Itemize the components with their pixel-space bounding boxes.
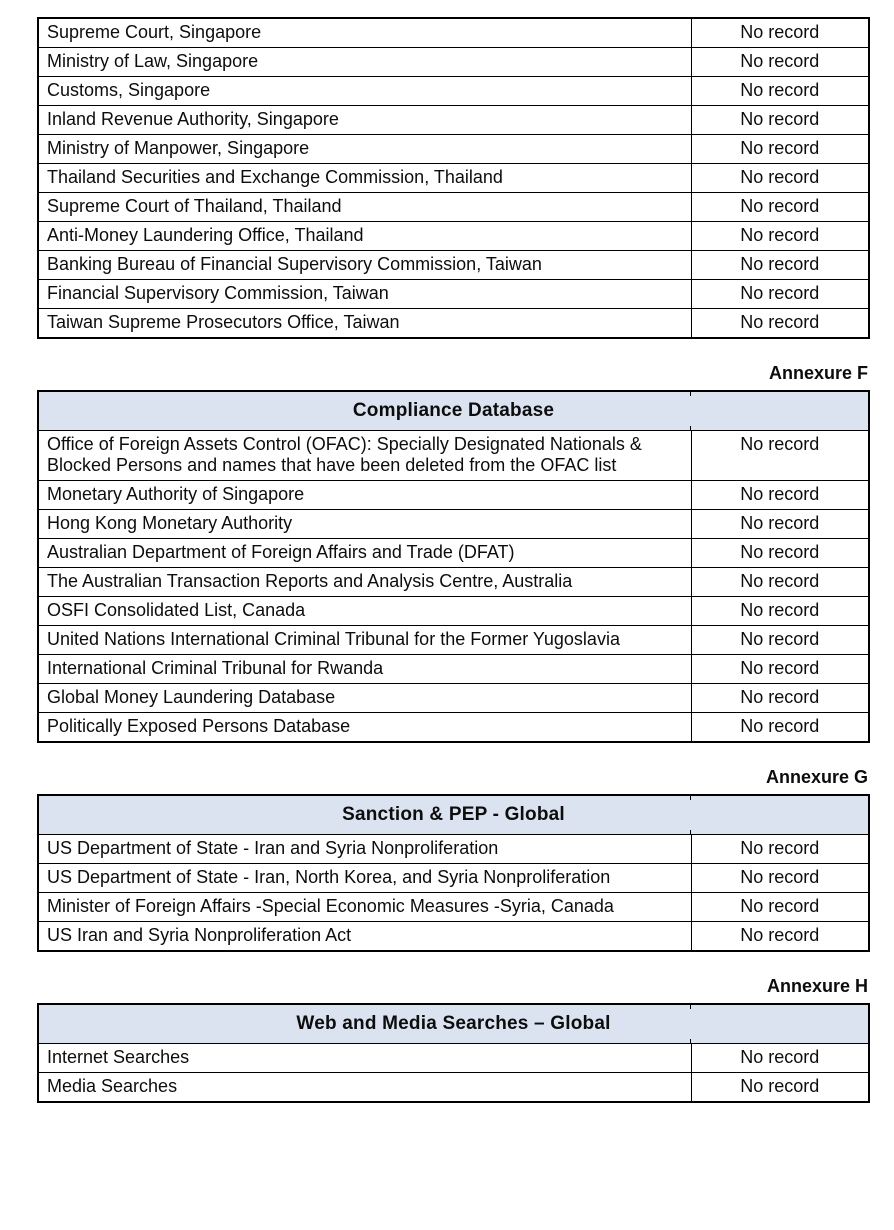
source-name-cell: Inland Revenue Authority, Singapore bbox=[38, 106, 691, 135]
table-row bbox=[38, 222, 869, 251]
table-row bbox=[38, 193, 869, 222]
table-row bbox=[38, 597, 869, 626]
source-name-cell: Global Money Laundering Database bbox=[38, 684, 691, 713]
source-name-cell: Hong Kong Monetary Authority bbox=[38, 510, 691, 539]
table-row bbox=[38, 893, 869, 922]
result-cell: No record bbox=[691, 626, 869, 655]
table-title-row bbox=[38, 391, 869, 431]
source-name-cell: Ministry of Manpower, Singapore bbox=[38, 135, 691, 164]
table-row bbox=[38, 251, 869, 280]
web-media-searches-table bbox=[37, 1003, 870, 1103]
result-cell: No record bbox=[691, 568, 869, 597]
table-row bbox=[38, 1073, 869, 1103]
result-cell: No record bbox=[691, 510, 869, 539]
source-name-cell: Thailand Securities and Exchange Commission, Thailand bbox=[38, 164, 691, 193]
table-title-row bbox=[38, 1004, 869, 1044]
table-row bbox=[38, 864, 869, 893]
source-name-cell: Internet Searches bbox=[38, 1044, 691, 1073]
annexure-label-h: Annexure H bbox=[766, 976, 868, 996]
result-cell: No record bbox=[691, 222, 869, 251]
section-web-media-searches bbox=[37, 976, 868, 1103]
table-row bbox=[38, 626, 869, 655]
table-row bbox=[38, 922, 869, 952]
table-row bbox=[38, 431, 869, 481]
annexure-label-f: Annexure F bbox=[768, 363, 868, 383]
result-cell: No record bbox=[691, 1073, 869, 1103]
source-name-cell: Supreme Court of Thailand, Thailand bbox=[38, 193, 691, 222]
table-row bbox=[38, 1044, 869, 1073]
result-cell: No record bbox=[691, 539, 869, 568]
table-row bbox=[38, 684, 869, 713]
table-title: Compliance Database bbox=[38, 391, 869, 431]
source-name-cell: International Criminal Tribunal for Rwanda bbox=[38, 655, 691, 684]
result-cell: No record bbox=[691, 431, 869, 481]
sanction-pep-global-table bbox=[37, 794, 870, 952]
result-cell: No record bbox=[691, 164, 869, 193]
section-registry-continued bbox=[37, 17, 868, 339]
result-cell: No record bbox=[691, 597, 869, 626]
result-cell: No record bbox=[691, 713, 869, 743]
source-name-cell: Ministry of Law, Singapore bbox=[38, 48, 691, 77]
result-cell: No record bbox=[691, 280, 869, 309]
registry-table-continued bbox=[37, 17, 870, 339]
table-row bbox=[38, 106, 869, 135]
result-cell: No record bbox=[691, 922, 869, 952]
source-name-cell: Media Searches bbox=[38, 1073, 691, 1103]
source-name-cell: The Australian Transaction Reports and Analysis Centre, Australia bbox=[38, 568, 691, 597]
compliance-database-table bbox=[37, 390, 870, 743]
annexure-label-g: Annexure G bbox=[765, 767, 868, 787]
result-cell: No record bbox=[691, 309, 869, 339]
table-row bbox=[38, 568, 869, 597]
source-name-cell: Banking Bureau of Financial Supervisory Commission, Taiwan bbox=[38, 251, 691, 280]
source-name-cell: Politically Exposed Persons Database bbox=[38, 713, 691, 743]
source-name-cell: Financial Supervisory Commission, Taiwan bbox=[38, 280, 691, 309]
table-title-row bbox=[38, 795, 869, 835]
section-sanction-pep-global bbox=[37, 767, 868, 952]
result-cell: No record bbox=[691, 18, 869, 48]
table-row bbox=[38, 510, 869, 539]
table-row bbox=[38, 18, 869, 48]
result-cell: No record bbox=[691, 251, 869, 280]
table-row bbox=[38, 164, 869, 193]
source-name-cell: Minister of Foreign Affairs -Special Economic Measures -Syria, Canada bbox=[38, 893, 691, 922]
result-cell: No record bbox=[691, 106, 869, 135]
result-cell: No record bbox=[691, 481, 869, 510]
source-name-cell: US Department of State - Iran and Syria Nonproliferation bbox=[38, 835, 691, 864]
result-cell: No record bbox=[691, 684, 869, 713]
result-cell: No record bbox=[691, 1044, 869, 1073]
source-name-cell: OSFI Consolidated List, Canada bbox=[38, 597, 691, 626]
result-cell: No record bbox=[691, 893, 869, 922]
source-name-cell: United Nations International Criminal Tribunal for the Former Yugoslavia bbox=[38, 626, 691, 655]
source-name-cell: Monetary Authority of Singapore bbox=[38, 481, 691, 510]
source-name-cell: Office of Foreign Assets Control (OFAC): Specially Designated Nationals & Blocked Persons and names that have been deleted from the OFAC list bbox=[38, 431, 691, 481]
source-name-cell: Anti-Money Laundering Office, Thailand bbox=[38, 222, 691, 251]
source-name-cell: Taiwan Supreme Prosecutors Office, Taiwan bbox=[38, 309, 691, 339]
table-row bbox=[38, 713, 869, 743]
section-compliance-database bbox=[37, 363, 868, 743]
source-name-cell: US Department of State - Iran, North Korea, and Syria Nonproliferation bbox=[38, 864, 691, 893]
table-row bbox=[38, 309, 869, 339]
result-cell: No record bbox=[691, 655, 869, 684]
table-row bbox=[38, 280, 869, 309]
result-cell: No record bbox=[691, 193, 869, 222]
result-cell: No record bbox=[691, 835, 869, 864]
source-name-cell: Australian Department of Foreign Affairs and Trade (DFAT) bbox=[38, 539, 691, 568]
table-row bbox=[38, 655, 869, 684]
source-name-cell: Supreme Court, Singapore bbox=[38, 18, 691, 48]
table-row bbox=[38, 77, 869, 106]
source-name-cell: US Iran and Syria Nonproliferation Act bbox=[38, 922, 691, 952]
result-cell: No record bbox=[691, 135, 869, 164]
table-row bbox=[38, 835, 869, 864]
table-row bbox=[38, 48, 869, 77]
source-name-cell: Customs, Singapore bbox=[38, 77, 691, 106]
result-cell: No record bbox=[691, 864, 869, 893]
table-row bbox=[38, 135, 869, 164]
table-title: Sanction & PEP - Global bbox=[38, 795, 869, 835]
table-title: Web and Media Searches – Global bbox=[38, 1004, 869, 1044]
result-cell: No record bbox=[691, 48, 869, 77]
table-row bbox=[38, 481, 869, 510]
table-row bbox=[38, 539, 869, 568]
result-cell: No record bbox=[691, 77, 869, 106]
